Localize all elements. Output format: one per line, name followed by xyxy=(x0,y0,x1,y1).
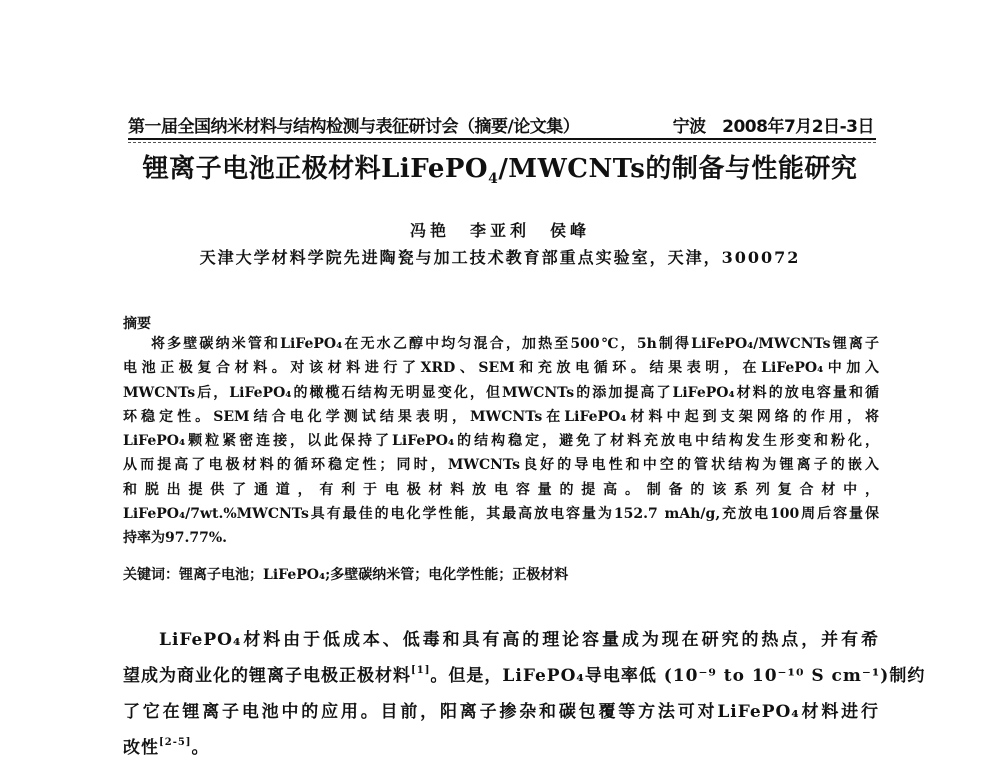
keywords: 关键词：锂离子电池；LiFePO₄;多壁碳纳米管；电化学性能；正极材料 xyxy=(123,567,569,583)
body-line xyxy=(123,730,879,766)
abstract-line: LiFePO₄/7wt.%MWCNTs具有最佳的电化学性能，其最高放电容量为152.7 mAh/g,充放电100周后容量保 xyxy=(123,506,879,523)
abstract-line: MWCNTs后，LiFePO₄的橄榄石结构无明显变化，但MWCNTs的添加提高了LiFePO₄材料的放电容量和循 xyxy=(123,384,879,401)
abstract-line: LiFePO₄颗粒紧密连接，以此保持了LiFePO₄的结构稳定，避免了材料充放电中结构发生形变和粉化， xyxy=(123,433,879,450)
body-text-span: 望成为商业化的锂离子电极正极材料 xyxy=(123,666,411,686)
abstract-line: 从而提高了电极材料的循环稳定性；同时，MWCNTs良好的导电性和中空的管状结构为锂离子的嵌入 xyxy=(123,457,879,474)
abstract-heading: 摘要 xyxy=(123,316,151,332)
title-suffix: /MWCNTs的制备与性能研究 xyxy=(498,154,858,184)
body-text-span: LiFePO₄材料由于低成本、低毒和具有高的理论容量成为现在研究的热点，并有希 xyxy=(159,630,879,650)
title-prefix: 锂离子电池正极材料LiFePO xyxy=(142,154,489,184)
title-subscript: 4 xyxy=(488,171,499,188)
body-text-span: 了它在锂离子电池中的应用。目前，阳离子掺杂和碳包覆等方法可对LiFePO₄材料进行 xyxy=(123,702,879,722)
abstract-line: 电池正极复合材料。对该材料进行了XRD、SEM和充放电循环。结果表明，在LiFePO₄中加入 xyxy=(123,360,879,377)
location-date: 宁波 2008年7月2日-3日 xyxy=(672,117,874,137)
abstract-line: 持率为97.77%. xyxy=(123,530,228,547)
body-text xyxy=(123,622,926,766)
body-text-span: 改性 xyxy=(123,738,159,758)
body-line xyxy=(123,694,879,730)
paper-title xyxy=(0,148,1000,187)
running-header xyxy=(128,108,876,140)
abstract-body xyxy=(123,332,879,551)
abstract-line: 将多壁碳纳米管和LiFePO₄在无水乙醇中均匀混合，加热至500℃，5h制得LiFePO₄/MWCNTs锂离子 xyxy=(151,336,879,352)
affiliation: 天津大学材料学院先进陶瓷与加工技术教育部重点实验室，天津，300072 xyxy=(199,248,801,267)
conference-name: 第一届全国纳米材料与结构检测与表征研讨会（摘要/论文集） xyxy=(128,117,580,137)
abstract-line: 和脱出提供了通道，有利于电极材料放电容量的提高。制备的该系列复合材中， xyxy=(123,481,879,498)
body-line xyxy=(123,622,879,658)
citation-ref[interactable]: [2-5] xyxy=(159,737,192,748)
citation-ref[interactable]: [1] xyxy=(411,665,431,676)
body-line xyxy=(123,658,926,694)
header-divider xyxy=(128,142,876,143)
abstract-line: 环稳定性。SEM结合电化学测试结果表明，MWCNTs在LiFePO₄材料中起到支架网络的作用，将 xyxy=(123,408,879,425)
body-text-span: 。但是，LiFePO₄导电率低 (10⁻⁹ to 10⁻¹⁰ S cm⁻¹)制约 xyxy=(430,666,926,686)
authors: 冯艳 李亚利 侯峰 xyxy=(409,221,590,240)
truncated-next-line xyxy=(123,752,879,760)
body-text-span: 。 xyxy=(191,738,210,758)
